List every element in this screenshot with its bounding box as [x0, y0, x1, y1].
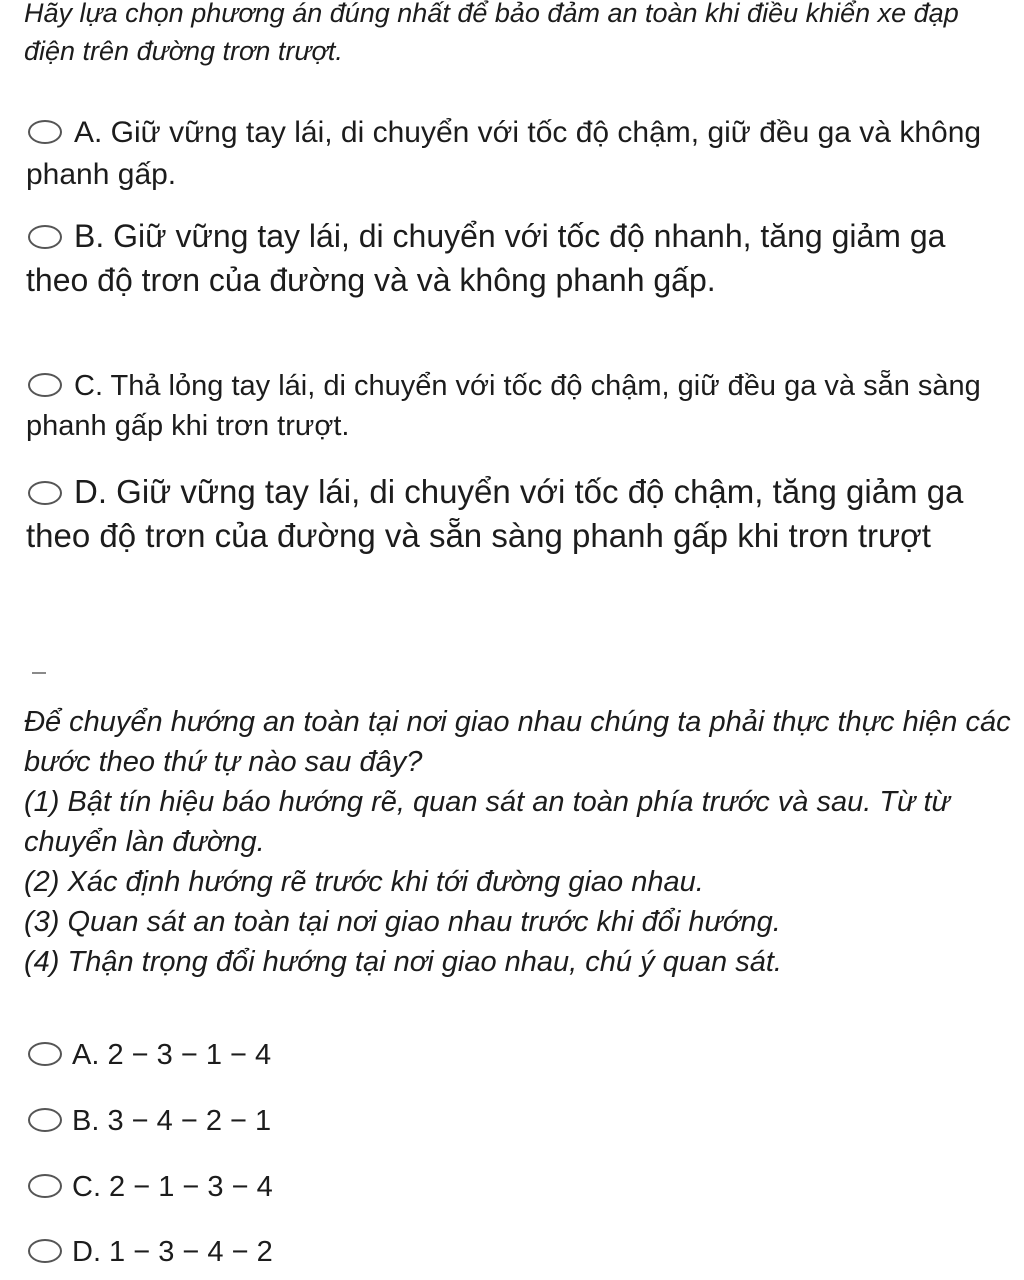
question-1-option-b[interactable] — [26, 214, 986, 302]
radio-button-icon[interactable] — [28, 1108, 62, 1132]
question-1-text: Hãy lựa chọn phương án đúng nhất để bảo đảm an toàn khi điều khiển xe đạp điện trên đường trơn trượt. — [24, 0, 959, 66]
option-label: D. 1 − 3 − 4 − 2 — [72, 1236, 273, 1268]
radio-button-icon[interactable] — [28, 225, 62, 249]
question-1-option-d[interactable] — [26, 470, 1021, 558]
question-2-prompt: Để chuyển hướng an toàn tại nơi giao nhau chúng ta phải thực thực hiện các bước theo thứ tự nào sau đây? — [24, 706, 1011, 778]
radio-button-icon[interactable] — [28, 1042, 62, 1066]
question-2-option-c[interactable] — [26, 1167, 526, 1207]
radio-button-icon[interactable] — [28, 373, 62, 397]
question-2-option-d[interactable] — [26, 1232, 526, 1272]
radio-button-icon[interactable] — [28, 120, 62, 144]
question-2-option-b[interactable] — [26, 1101, 526, 1141]
option-label: A. Giữ vững tay lái, di chuyển với tốc độ chậm, giữ đều ga và không phanh gấp. — [26, 116, 982, 191]
question-1-option-a[interactable] — [26, 112, 1016, 196]
option-label: C. Thả lỏng tay lái, di chuyển với tốc độ chậm, giữ đều ga và sẵn sàng phanh gấp khi trơn trượt. — [26, 370, 981, 442]
question-2-option-a[interactable] — [26, 1035, 526, 1075]
option-label: B. Giữ vững tay lái, di chuyển với tốc độ nhanh, tăng giảm ga theo độ trơn của đường và và không phanh gấp. — [26, 218, 946, 298]
option-label: C. 2 − 1 − 3 − 4 — [72, 1171, 273, 1203]
question-2-step: (4) Thận trọng đổi hướng tại nơi giao nhau, chú ý quan sát. — [24, 946, 782, 978]
radio-button-icon[interactable] — [28, 1239, 62, 1263]
radio-button-icon[interactable] — [28, 481, 62, 505]
question-2-step: (1) Bật tín hiệu báo hướng rẽ, quan sát an toàn phía trước và sau. Từ từ chuyển làn đường. — [24, 786, 950, 858]
option-label: D. Giữ vững tay lái, di chuyển với tốc độ chậm, tăng giảm ga theo độ trơn của đường và sẵn sàng phanh gấp khi trơn trượt — [26, 473, 964, 554]
question-2-text — [24, 702, 1014, 982]
question-2-step: (2) Xác định hướng rẽ trước khi tới đường giao nhau. — [24, 866, 704, 898]
option-label: B. 3 − 4 − 2 − 1 — [72, 1105, 272, 1137]
question-1-option-c[interactable] — [26, 366, 1016, 446]
divider-mark — [32, 672, 46, 674]
option-label: A. 2 − 3 − 1 − 4 — [72, 1039, 272, 1071]
radio-button-icon[interactable] — [28, 1174, 62, 1198]
question-2-step: (3) Quan sát an toàn tại nơi giao nhau trước khi đổi hướng. — [24, 906, 781, 938]
